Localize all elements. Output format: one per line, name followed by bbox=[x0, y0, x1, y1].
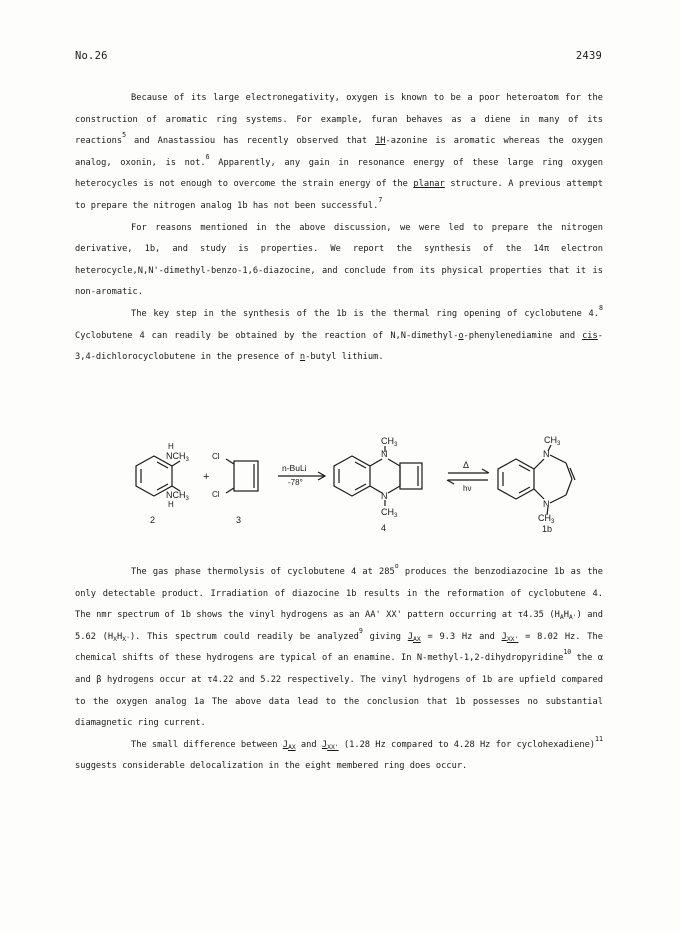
paragraph-5: The small difference between $J_{AX}$ and $J_{XX'}$ (1.28 Hz compared to 4.28 Hz for cyclohexadiene)$^{11}$ suggests considerable delocalization in the eight membered ring does occur. bbox=[75, 734, 603, 772]
atom-label-n-bottom: N bbox=[381, 491, 388, 501]
atom-label-h: H bbox=[168, 500, 174, 509]
degree-marker: o bbox=[394, 562, 399, 570]
plus-sign: + bbox=[203, 471, 210, 483]
paragraph-4: The gas phase thermolysis of cyclobutene 4 at 285$^o$ produces the benzodiazocine 1b as the only detectable product. Irradiation of diazocine 1b results in the reformation of cyclobutene 4. The nmr spectrum of 1b shows the vinyl hydrogens as an AA' XX' pattern occurring at τ4.35 $(H_AH_{A'})$ and 5.62 $(H_XH_{X'})$. This spectrum could readily be analyzed$^9$ giving $J_{AX} = 9.3$ Hz and $J_{XX'} = 8.02$ Hz. The chemical shifts of these hydrogens are typical of an enamine. In N-methyl-1,2-dihydropyridine$^{10}$ the α and β hydrogens occur at τ4.22 and 5.22 respectively. The vinyl hydrogens of 1b are upfield compared to the oxygen analog 1a The above data lead to the conclusion that 1b possesses no substantial diamagnetic ring current. bbox=[75, 562, 603, 729]
atom-label-ch3-top: $CH_3$ bbox=[544, 435, 561, 447]
text-block-lower bbox=[75, 562, 603, 778]
reference-marker: 5 bbox=[122, 131, 127, 140]
reaction-scheme bbox=[130, 435, 590, 540]
reference-marker: 7 bbox=[378, 195, 383, 204]
compound-number-4: 4 bbox=[381, 523, 387, 533]
atom-label-n-top: N bbox=[543, 449, 550, 459]
reagent-label: n-BuLi bbox=[282, 463, 307, 473]
atom-label-cl-top: Cl bbox=[212, 452, 220, 461]
atom-label-h: H bbox=[168, 442, 174, 451]
atom-label-ch3-bottom: $CH_3$ bbox=[538, 513, 555, 525]
temperature-label: -78° bbox=[288, 478, 303, 487]
atom-label-nch3-bottom: $NCH_3$ bbox=[166, 490, 189, 502]
atom-label-cl-bottom: Cl bbox=[212, 490, 220, 499]
paragraph-3: The key step in the synthesis of the 1b is the thermal ring opening of cyclobutene 4.$^8$ Cyclobutene 4 can readily be obtained by the reaction of N,N-dimethyl-o-phenylenediamine and cis-3,4-dichlorocyclobutene in the presence of n-butyl lithium. bbox=[75, 303, 603, 363]
reaction-scheme-drawing bbox=[130, 435, 590, 540]
cyclobutene-ring-4 bbox=[400, 463, 422, 489]
paragraph-2: For reasons mentioned in the above discussion, we were led to prepare the nitrogen derivative, 1b, and study is properties. We report the synthesis of the 14π electron heterocycle,N,N'-dimethyl-benzo-1,6-diazocine, and conclude from its physical properties that it is non-aromatic. bbox=[75, 222, 603, 298]
text-block-upper bbox=[75, 88, 603, 369]
heat-label: Δ bbox=[463, 460, 470, 470]
reference-marker: 11 bbox=[595, 734, 603, 743]
atom-label-ch3-top: $CH_3$ bbox=[381, 436, 398, 448]
compound-number-2: 2 bbox=[150, 515, 156, 525]
reference-marker: 9 bbox=[358, 626, 363, 635]
reference-marker: 10 bbox=[563, 648, 572, 657]
reference-marker: 8 bbox=[599, 303, 603, 312]
atom-label-nch3-top: $NCH_3$ bbox=[166, 451, 189, 463]
reference-marker: 6 bbox=[205, 152, 210, 161]
atom-label-n-top: N bbox=[381, 449, 388, 459]
atom-label-ch3-bottom: $CH_3$ bbox=[381, 507, 398, 519]
compound-number-1b: 1b bbox=[542, 524, 553, 534]
paragraph-1: Because of its large electronegativity, oxygen is known to be a poor heteroatom for the construction of aromatic ring systems. For example, furan behaves as a diene in many of its reactions$^5$ and Anastassiou has recently observed that 1H-azonine is aromatic whereas the oxygen analog, oxonin, is not.$^6$ Apparently, any gain in resonance energy of these large ring oxygen heterocycles is not enough to overcome the strain energy of the planar structure. A previous attempt to prepare the nitrogen analog 1b has not been successful.$^7$ bbox=[75, 93, 604, 211]
page-number: 2439 bbox=[575, 50, 602, 62]
light-label: hν bbox=[463, 484, 472, 493]
journal-issue: No.26 bbox=[75, 50, 108, 62]
atom-label-n-bottom: N bbox=[543, 499, 550, 509]
compound-number-3: 3 bbox=[236, 515, 242, 525]
